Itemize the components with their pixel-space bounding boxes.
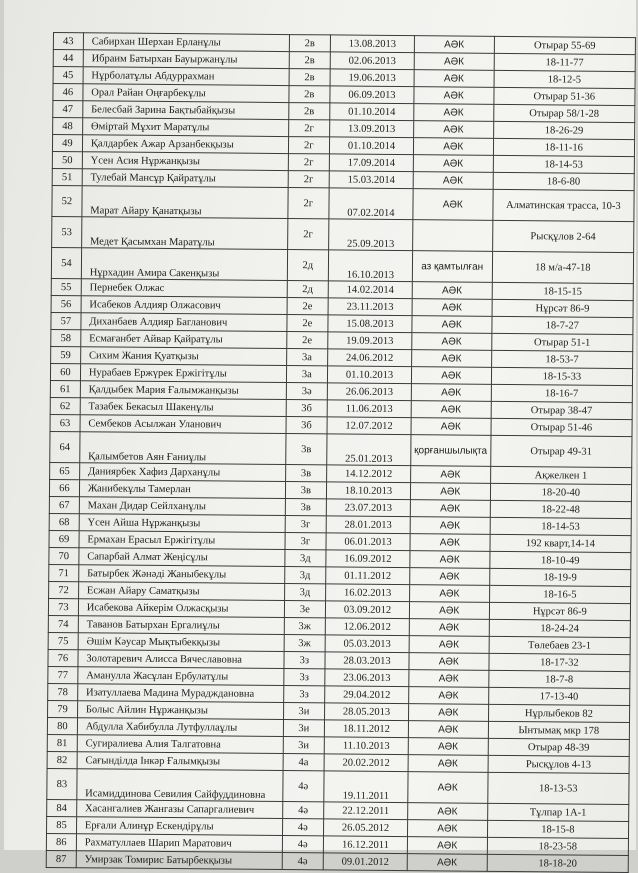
row-number: 59: [51, 346, 81, 363]
class-cell: 3б: [286, 417, 328, 434]
status-cell: АӘК: [410, 500, 490, 518]
birth-date: 28.05.2013: [325, 703, 409, 721]
class-cell: 4ә: [282, 853, 324, 870]
address-cell: Отырар 51-1: [491, 333, 632, 351]
birth-date: 18.11.2012: [325, 720, 409, 738]
status-cell: қорғаншылықта: [411, 435, 491, 467]
class-cell: 3в: [285, 482, 327, 499]
class-cell: 2д: [287, 250, 329, 281]
birth-date: 18.10.2013: [327, 482, 411, 500]
status-cell: АӘК: [414, 53, 494, 71]
address-cell: 18-15-8: [487, 820, 628, 838]
class-cell: 4ә: [282, 802, 324, 819]
birth-date: 25.09.2013: [329, 219, 413, 251]
row-number: 62: [50, 397, 80, 414]
row-number: 51: [52, 168, 82, 185]
row-number: 49: [52, 135, 82, 152]
class-cell: 2е: [287, 298, 329, 315]
table-row: [52, 216, 634, 252]
status-cell: АӘК: [409, 585, 489, 603]
address-cell: 18-11-77: [494, 53, 635, 71]
row-number: 54: [51, 247, 81, 278]
student-name: Нұрболатұлы Абдуррахман: [83, 67, 289, 86]
address-cell: Отырар 49-31: [490, 435, 632, 467]
address-cell: Төлебаев 23-1: [489, 636, 630, 654]
row-number: 77: [48, 666, 78, 683]
birth-date: 06.09.2013: [330, 86, 414, 104]
address-cell: 18-15-33: [491, 367, 632, 385]
student-name: Марат Айару Қанатқызы: [82, 186, 288, 219]
row-number: 75: [48, 632, 78, 649]
birth-date: 26.06.2013: [328, 383, 412, 401]
student-name: Әшім Кәусар Мықтыбекқызы: [78, 633, 284, 652]
birth-date: 20.02.2012: [324, 754, 408, 772]
status-cell: АӘК: [408, 721, 488, 739]
status-cell: АӘК: [409, 670, 489, 688]
address-cell: 18 м/а-47-18: [492, 251, 634, 283]
address-cell: Нұрсәт 86-9: [489, 602, 630, 620]
row-number: 57: [51, 312, 81, 329]
address-cell: 18-16-5: [489, 585, 630, 603]
birth-date: 23.06.2013: [325, 669, 409, 687]
address-cell: Нұрлыбеков 82: [488, 704, 629, 722]
student-name: Өміртай Мұхит Маратұлы: [82, 118, 288, 137]
status-cell: АӘК: [410, 568, 490, 586]
address-cell: Ақжелкен 1: [490, 466, 631, 484]
student-name: Изатуллаева Мадина Мурадждановна: [77, 684, 283, 703]
student-name: Махан Дидар Сейлханұлы: [79, 497, 285, 516]
birth-date: 03.09.2012: [326, 601, 410, 619]
status-cell: АӘК: [413, 155, 493, 173]
birth-date: 16.10.2013: [329, 250, 413, 282]
address-cell: 17-13-40: [488, 687, 629, 705]
class-cell: 2г: [288, 137, 330, 154]
status-cell: АӘК: [407, 854, 487, 872]
birth-date: 01.10.2014: [330, 103, 414, 121]
address-cell: Отырар 58/1-28: [493, 104, 634, 122]
class-cell: 2г: [288, 171, 330, 188]
row-number: 66: [49, 479, 79, 496]
status-cell: АӘК: [409, 653, 489, 671]
address-cell: Рысқұлов 4-13: [488, 755, 629, 773]
address-cell: Нұрсәт 86-9: [492, 299, 633, 317]
birth-date: 07.02.2014: [329, 188, 413, 220]
birth-date: 16.02.2013: [326, 584, 410, 602]
class-cell: 2д: [287, 281, 329, 298]
row-number: 72: [49, 581, 79, 598]
address-cell: 18-17-32: [489, 653, 630, 671]
address-cell: 18-14-53: [493, 155, 634, 173]
student-name: Сабирхан Шерхан Ерланұлы: [83, 33, 289, 52]
student-name: Тазабек Бекасыл Шакенұлы: [80, 398, 286, 417]
birth-date: 19.11.2011: [324, 771, 408, 803]
student-name: Қалымбетов Аян Ғаниұлы: [80, 432, 286, 465]
class-cell: 3д: [284, 567, 326, 584]
class-cell: 2г: [288, 120, 330, 137]
row-number: 73: [48, 598, 78, 615]
class-cell: 4ә: [282, 836, 324, 853]
birth-date: 13.09.2013: [330, 120, 414, 138]
birth-date: 23.11.2013: [328, 298, 412, 316]
row-number: 67: [49, 496, 79, 513]
address-cell: 18-7-8: [488, 670, 629, 688]
birth-date: 16.09.2012: [326, 550, 410, 568]
birth-date: 11.10.2013: [324, 737, 408, 755]
status-cell: АӘК: [408, 704, 488, 722]
student-name: Сихим Жания Қуатқызы: [80, 347, 286, 366]
status-cell: АӘК: [412, 333, 492, 351]
address-cell: 18-13-53: [487, 772, 629, 804]
birth-date: 29.04.2012: [325, 686, 409, 704]
status-cell: АӘК: [408, 687, 488, 705]
row-number: 45: [53, 67, 83, 84]
birth-date: 15.03.2014: [329, 171, 413, 189]
birth-date: 09.01.2012: [323, 853, 407, 871]
status-cell: АӘК: [413, 172, 493, 190]
student-name: Ермахан Ерасыл Ержігітұлы: [79, 531, 285, 550]
class-cell: 3з: [283, 669, 325, 686]
row-number: 81: [47, 734, 77, 751]
row-number: 61: [50, 380, 80, 397]
student-name: Қалдыбек Мария Ғалымжанқызы: [80, 381, 286, 400]
row-number: 79: [48, 700, 78, 717]
class-cell: 3в: [285, 434, 327, 465]
student-name: Диханбаев Алдияр Багланович: [81, 313, 287, 332]
class-cell: 3д: [284, 550, 326, 567]
student-name: Пернебек Олжас: [81, 279, 287, 298]
row-number: 58: [51, 329, 81, 346]
birth-date: 28.03.2013: [325, 652, 409, 670]
row-number: 56: [51, 295, 81, 312]
row-number: 43: [53, 33, 83, 50]
birth-date: 16.12.2011: [324, 836, 408, 854]
class-cell: 3и: [283, 737, 325, 754]
status-cell: АӘК: [412, 282, 492, 300]
birth-date: 28.01.2013: [326, 516, 410, 534]
status-cell: АӘК: [408, 772, 488, 804]
address-cell: 18-24-24: [489, 619, 630, 637]
birth-date: 06.01.2013: [326, 533, 410, 551]
student-name: Умирзак Томирис Батырбекқызы: [76, 851, 282, 870]
birth-date: 11.06.2013: [327, 400, 411, 418]
class-cell: 3з: [283, 686, 325, 703]
class-cell: 2г: [287, 188, 329, 219]
address-cell: Отырар 51-46: [491, 418, 632, 436]
status-cell: АӘК: [410, 517, 490, 535]
row-number: 84: [47, 799, 77, 816]
row-number: 63: [50, 414, 80, 431]
birth-date: 26.05.2012: [324, 819, 408, 837]
status-cell: АӘК: [414, 87, 494, 105]
status-cell: АӘК: [411, 384, 491, 402]
address-cell: 18-11-16: [493, 138, 634, 156]
class-cell: 2в: [289, 35, 331, 52]
status-cell: АӘК: [407, 803, 487, 821]
row-number: 85: [47, 816, 77, 833]
birth-date: 12.07.2012: [327, 417, 411, 435]
address-cell: 18-7-27: [492, 316, 633, 334]
class-cell: 4а: [283, 754, 325, 771]
class-cell: 3в: [285, 465, 327, 482]
birth-date: 13.08.2013: [331, 35, 415, 53]
class-cell: 3з: [283, 652, 325, 669]
student-name: Рахматуллаев Шарип Маратович: [76, 834, 282, 853]
address-cell: Ынтымақ мкр 178: [488, 721, 629, 739]
address-cell: 18-6-80: [493, 172, 634, 190]
student-name: Сапарбай Алмат Жеңісұлы: [79, 548, 285, 567]
address-cell: Отырар 51-36: [494, 87, 635, 105]
student-table: [46, 32, 636, 873]
student-name: Аманулла Жасұлан Ербулатұлы: [78, 667, 284, 686]
address-cell: Отырар 38-47: [491, 401, 632, 419]
student-name: Нұрхадин Амира Сакенқызы: [81, 248, 287, 281]
birth-date: 24.06.2012: [328, 349, 412, 367]
status-cell: АӘК: [411, 350, 491, 368]
birth-date: 22.12.2011: [324, 802, 408, 820]
row-number: 55: [51, 278, 81, 295]
student-name: Золотаревич Алисса Вячеславовна: [78, 650, 284, 669]
status-cell: АӘК: [410, 483, 490, 501]
student-name: Болыс Айлин Нұржанқызы: [77, 701, 283, 720]
address-cell: 18-14-53: [490, 517, 631, 535]
row-number: 48: [53, 118, 83, 135]
birth-date: 14.12.2012: [327, 465, 411, 483]
address-cell: 18-23-58: [487, 837, 628, 855]
status-cell: АӘК: [410, 466, 490, 484]
row-number: 78: [48, 683, 78, 700]
table-body: [46, 33, 635, 873]
class-cell: 4ә: [282, 771, 324, 802]
student-name: Таванов Батырхан Ергалиұлы: [78, 616, 284, 635]
row-number: 83: [47, 768, 77, 799]
status-cell: АӘК: [412, 299, 492, 317]
class-cell: 3д: [284, 584, 326, 601]
student-name: Сағынділда Інкәр Ғалымқызы: [77, 752, 283, 771]
status-cell: АӘК: [409, 602, 489, 620]
student-name: Тулебай Мансұр Қайратұлы: [82, 169, 288, 188]
address-cell: 18-16-7: [491, 384, 632, 402]
class-cell: 2в: [289, 52, 331, 69]
student-name: Медет Қасымхан Маратұлы: [81, 217, 287, 250]
row-number: 68: [49, 513, 79, 530]
table-row: [52, 185, 634, 221]
row-number: 44: [53, 50, 83, 67]
row-number: 47: [53, 101, 83, 118]
birth-date: 01.11.2012: [326, 567, 410, 585]
student-name: Қалдарбек Ажар Арзанбекқызы: [82, 135, 288, 154]
status-cell: АӘК: [414, 70, 494, 88]
class-cell: 2е: [286, 315, 328, 332]
row-number: 60: [50, 363, 80, 380]
status-cell: АӘК: [414, 104, 494, 122]
address-cell: 18-22-48: [490, 500, 631, 518]
birth-date: 05.03.2013: [325, 635, 409, 653]
birth-date: 23.07.2013: [326, 499, 410, 517]
status-cell: АӘК: [413, 121, 493, 139]
class-cell: 2в: [289, 69, 331, 86]
address-cell: 192 кварт,14-14: [490, 534, 631, 552]
row-number: 52: [52, 185, 82, 216]
birth-date: 19.09.2013: [328, 332, 412, 350]
address-cell: 18-53-7: [491, 350, 632, 368]
student-name: Ерғали Алинұр Ескендірұлы: [76, 817, 282, 836]
status-cell: аз қамтылған: [412, 251, 492, 283]
birth-date: 17.09.2014: [330, 154, 414, 172]
student-name: Есжан Айару Саматқызы: [78, 582, 284, 601]
status-cell: АӘК: [411, 367, 491, 385]
class-cell: 2е: [286, 332, 328, 349]
birth-date: 15.08.2013: [328, 315, 412, 333]
class-cell: 3е: [284, 601, 326, 618]
address-cell: 18-20-40: [490, 483, 631, 501]
address-cell: 18-10-49: [490, 551, 631, 569]
status-cell: АӘК: [411, 418, 491, 436]
student-name: Исабеков Алдияр Олжасович: [81, 296, 287, 315]
address-cell: 18-15-15: [492, 282, 633, 300]
row-number: 46: [53, 84, 83, 101]
address-cell: 18-26-29: [493, 121, 634, 139]
class-cell: 3г: [285, 516, 327, 533]
address-cell: Рысқұлов 2-64: [492, 220, 634, 252]
class-cell: 3и: [283, 703, 325, 720]
birth-date: 12.06.2012: [325, 618, 409, 636]
status-cell: АӘК: [410, 534, 490, 552]
birth-date: 01.10.2013: [328, 366, 412, 384]
row-number: 69: [49, 530, 79, 547]
student-name: Нурабаев Ержүрек Ержігітұлы: [80, 364, 286, 383]
class-cell: 3и: [283, 720, 325, 737]
status-cell: АӘК: [407, 820, 487, 838]
row-number: 71: [49, 564, 79, 581]
class-cell: 2в: [288, 86, 330, 103]
birth-date: 19.06.2013: [330, 69, 414, 87]
address-cell: 18-12-5: [494, 70, 635, 88]
student-name: Үсен Айша Нұржанқызы: [79, 514, 285, 533]
status-cell: АӘК: [413, 189, 493, 221]
class-cell: 3в: [285, 499, 327, 516]
row-number: 64: [50, 431, 80, 462]
row-number: 53: [52, 216, 82, 247]
class-cell: 3а: [286, 366, 328, 383]
class-cell: 3г: [284, 533, 326, 550]
row-number: 65: [50, 462, 80, 479]
student-name: Үсен Асия Нұржанқызы: [82, 152, 288, 171]
class-cell: 4ә: [282, 819, 324, 836]
table-row: [47, 768, 629, 804]
birth-date: 25.01.2013: [327, 434, 411, 466]
student-name: Жанибекұлы Тамерлан: [79, 480, 285, 499]
row-number: 70: [49, 547, 79, 564]
status-cell: АӘК: [411, 401, 491, 419]
address-cell: 18-19-9: [489, 568, 630, 586]
row-number: 87: [46, 850, 76, 867]
class-cell: 3б: [286, 400, 328, 417]
table-row: [51, 247, 633, 283]
row-number: 50: [52, 151, 82, 168]
class-cell: 3а: [286, 349, 328, 366]
birth-date: 14.02.2014: [328, 281, 412, 299]
address-cell: Отырар 55-69: [494, 36, 635, 54]
class-cell: 3ж: [284, 618, 326, 635]
birth-date: 01.10.2014: [330, 137, 414, 155]
row-number: 76: [48, 649, 78, 666]
birth-date: 02.06.2013: [330, 52, 414, 70]
status-cell: АӘК: [414, 36, 494, 54]
class-cell: 2г: [288, 154, 330, 171]
student-name: Данияр6ек Хафиз Дарханұлы: [79, 463, 285, 482]
status-cell: АӘК: [408, 755, 488, 773]
address-cell: 18-18-20: [487, 854, 628, 872]
student-name: Исабекова Айкерім Олжасқызы: [78, 599, 284, 618]
status-cell: АӘК: [410, 551, 490, 569]
row-number: 82: [47, 751, 77, 768]
student-name: Сембеков Асылжан Уланович: [80, 415, 286, 434]
table-row: [50, 431, 632, 467]
status-cell: АӘК: [409, 619, 489, 637]
row-number: 80: [47, 717, 77, 734]
status-cell: АӘК: [412, 316, 492, 334]
address-cell: Отырар 48-39: [488, 738, 629, 756]
class-cell: 2в: [288, 103, 330, 120]
row-number: 74: [48, 615, 78, 632]
class-cell: 3ж: [284, 635, 326, 652]
student-name: Орал Райан Оңғарбекұлы: [83, 84, 289, 103]
status-cell: АӘК: [407, 837, 487, 855]
status-cell: [412, 220, 492, 252]
student-name: Абдулла Хабибулла Лутфуллаұлы: [77, 718, 283, 737]
status-cell: АӘК: [413, 138, 493, 156]
class-cell: 2г: [287, 219, 329, 250]
student-name: Ибраим Батырхан Бауыржанұлы: [83, 50, 289, 69]
document-page: [4, 0, 636, 870]
address-cell: Алматинская трасса, 10-3: [493, 189, 635, 221]
student-name: Сугиралиева Алия Талгатовна: [77, 735, 283, 754]
student-name: Есмағанбет Айвар Қайратұлы: [81, 330, 287, 349]
class-cell: 3ә: [286, 383, 328, 400]
student-name: Исамиддинова Севилия Сайфуддиновна: [77, 769, 283, 802]
address-cell: Тұлпар 1А-1: [487, 803, 628, 821]
row-number: 86: [46, 833, 76, 850]
student-name: Батырбек Жәнәді Жаныбекұлы: [79, 565, 285, 584]
student-name: Хасангалиев Жангазы Сапаргалиевич: [76, 800, 282, 819]
status-cell: АӘК: [408, 738, 488, 756]
status-cell: АӘК: [409, 636, 489, 654]
student-name: Белесбай Зарина Бақтыбайқызы: [83, 101, 289, 120]
